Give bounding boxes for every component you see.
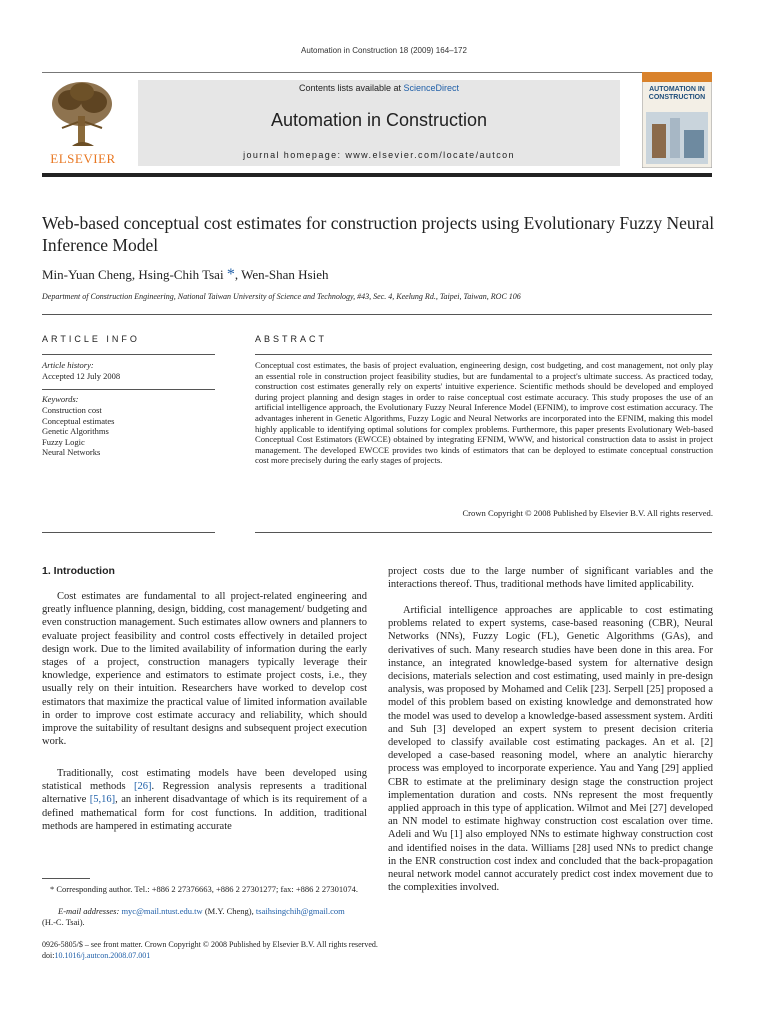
keywords-rule [42, 389, 215, 390]
article-info-heading: ARTICLE INFO [42, 334, 140, 344]
intro-right-paragraph-1: project costs due to the large number of significant variables and the interactions thereof. Thus, traditional methods have limited applicability. [388, 566, 713, 591]
title-rule [42, 314, 712, 315]
section-heading: 1. Introduction [42, 565, 115, 577]
article-title: Web-based conceptual cost estimates for construction projects using Evolutionary Fuzzy Neural Inference Model [42, 213, 715, 255]
intro-paragraph-1: Cost estimates are fundamental to all project-related engineering and greatly influence planning, design, bidding, cost management/ budgeting and even construction management. Such estimates allow owners and planners to evaluate project feasibility and control costs effectively in detailed project design work. Due to the limited availability of information during the early stages of a project, construction managers typically leverage their knowledge, experience and estimators to estimate project costs, i.e., they usually rely on their intuition. Researchers have worked to develop cost estimators that maximize the practical value of limited information available in order to improve cost estimate accuracy and reliability, which should improve the suitability of resultant designs and subsequent project execution work. [42, 591, 367, 748]
journal-reference: Automation in Construction 18 (2009) 164–172 [301, 46, 467, 55]
homepage-line [138, 150, 620, 160]
contents-line [138, 83, 620, 93]
header-rule [42, 72, 712, 73]
authors-part1: Min-Yuan Cheng, Hsing-Chih Tsai [42, 267, 227, 282]
header-thick-rule [42, 173, 712, 177]
footnote-rule [42, 878, 90, 879]
history-label: Article history: [42, 360, 94, 370]
cover-title [644, 86, 710, 102]
article-info-rule [42, 354, 215, 355]
email-link[interactable]: tsaihsingchih@gmail.com [255, 906, 345, 916]
keyword-item: Conceptual estimates [42, 415, 115, 426]
authors-part2: , Wen-Shan Hsieh [234, 267, 329, 282]
article-info-bottom-rule [42, 532, 215, 533]
abstract-rule [255, 354, 712, 355]
p2-text-c: , an inherent disadvantage of which is its requirement of a defined mathematical form for cost functions. In addition, traditional methods are hampered in estimating accurate [42, 794, 368, 832]
abstract-copyright: Crown Copyright © 2008 Published by Elsevier B.V. All rights reserved. [462, 508, 713, 518]
homepage-label: journal homepage: [243, 150, 346, 160]
affiliation: Department of Construction Engineering, National Taiwan University of Science and Technology, #43, Sec. 4, Keelung Rd., Taipei, Taiwan, ROC 106 [42, 292, 521, 301]
corresponding-footnote: * Corresponding author. Tel.: +886 2 27376663, +886 2 27301277; fax: +886 2 27301074. [50, 884, 359, 894]
citation-link[interactable]: [26] [134, 781, 152, 793]
issn-line: 0926-5805/$ – see front matter. Crown Copyright © 2008 Published by Elsevier B.V. All rights reserved. [42, 940, 378, 949]
journal-name: Automation in Construction [270, 110, 488, 130]
keyword-item: Construction cost [42, 405, 102, 415]
doi-label: doi: [42, 951, 55, 960]
journal-cover [642, 72, 712, 168]
sciencedirect-link[interactable]: ScienceDirect [403, 83, 460, 93]
doi-link[interactable]: 10.1016/j.autcon.2008.07.001 [54, 951, 151, 960]
abstract-heading: ABSTRACT [255, 334, 328, 344]
keywords-label: Keywords: [42, 394, 79, 404]
elsevier-logo [42, 78, 124, 168]
email-link[interactable]: myc@mail.ntust.edu.tw [121, 906, 203, 916]
author-list [42, 266, 712, 284]
keyword-item: Genetic Algorithms [42, 426, 109, 436]
history-value: Accepted 12 July 2008 [42, 371, 121, 381]
contents-prefix: Contents lists available at [298, 83, 404, 93]
publisher-logo-text: ELSEVIER [50, 151, 116, 166]
doi-line [42, 951, 150, 962]
keyword-list [42, 405, 114, 458]
email-label: E-mail addresses: [58, 906, 122, 916]
journal-banner [138, 80, 620, 166]
email-owner: (H.-C. Tsai). [42, 916, 85, 927]
p2-text-a: Traditionally, cost estimating models have been developed using statistical methods [42, 768, 367, 793]
email-footnote [42, 906, 367, 927]
intro-right-paragraph-2: Artificial intelligence approaches are applicable to cost estimating problems related to expert systems, case-based reasoning (CBR), Neural Networks (NNs), Fuzzy Logic (FL), Genetic Algorithms (GAs), and derivatives of such. Many research studies have been done in this area. For instance, an integrated knowledge-based system for alternative design decisions, materials selection and cost estimating, used mainly in pre-design analysis, was proposed by Mohamed and Celik [23]. Serpell [25] proposed a model of this problem based on existing knowledge and demonstrated how the model was used to develop a knowledge-based assessment system. Arditi and Suh [3] developed an expert system to present decision criteria developed to classify available cost estimating packages. An et al. [2] developed a case-based reasoning model, where an analytic hierarchy process was employed to incorporate experience. Yau and Yang [29] applied CBR to estimate at the preliminary design stage the construction project implementation duration and costs. NNs represent the most frequently applied approach in this type of application. Wilmot and Mei [27] developed an NN model to estimate highway construction cost escalation over time. Adeli and Wu [1] also employed NNs to estimate highway construction cost and identified noises in the data. Williams [28] used NNs to predict change in the ENR construction cost index and concluded that the back-propagation neural network model cannot accurately predict cost index movement due to the complexities involved. [388, 605, 713, 894]
intro-paragraph-2 [42, 767, 367, 833]
keyword-item: Fuzzy Logic [42, 436, 85, 447]
cover-title-line2: CONSTRUCTION [648, 94, 706, 101]
abstract-bottom-rule [255, 532, 712, 533]
keyword-item: Neural Networks [42, 447, 101, 457]
corresponding-author-mark[interactable]: * [226, 266, 235, 283]
email-owner: (M.Y. Cheng), [202, 906, 256, 916]
citation-link[interactable]: [5,16] [89, 794, 116, 806]
homepage-url[interactable]: www.elsevier.com/locate/autcon [345, 150, 515, 160]
p2-text-b: . Regression analysis represents a traditional alternative [42, 781, 367, 806]
abstract-text: Conceptual cost estimates, the basis of project evaluation, engineering design, cost budgeting, and cost management, not only play an essential role in construction project feasibility studies, but are fundamental to a project's ultimate success. As practiced today, construction cost estimates generally rely on experts' intuitive experience. Scientific methods should be developed and employed during project planning and design stages in order to raise conceptual cost estimate accuracy. This study proposes the use of an artificial intelligence approach, the Evolutionary Fuzzy Neural Inference Model (EFNIM), to improve cost estimation accuracy. The advantages inherent in Genetic Algorithms, Fuzzy Logic and Neural Networks are incorporated into the EFNIM, making this model highly applicable to identifying optimal solutions for complex problems. Furthermore, this paper presents Evolutionary Web-based Conceptual Cost Estimators (EWCCE) obtained by integrating EFNIM, WWW, and historical construction data to assist in project management. The developed EWCCE provides two kinds of estimators that can be deployed to estimate conceptual construction cost more precisely during the early stages of projects. [255, 360, 713, 466]
cover-title-line1: AUTOMATION IN [649, 86, 705, 93]
